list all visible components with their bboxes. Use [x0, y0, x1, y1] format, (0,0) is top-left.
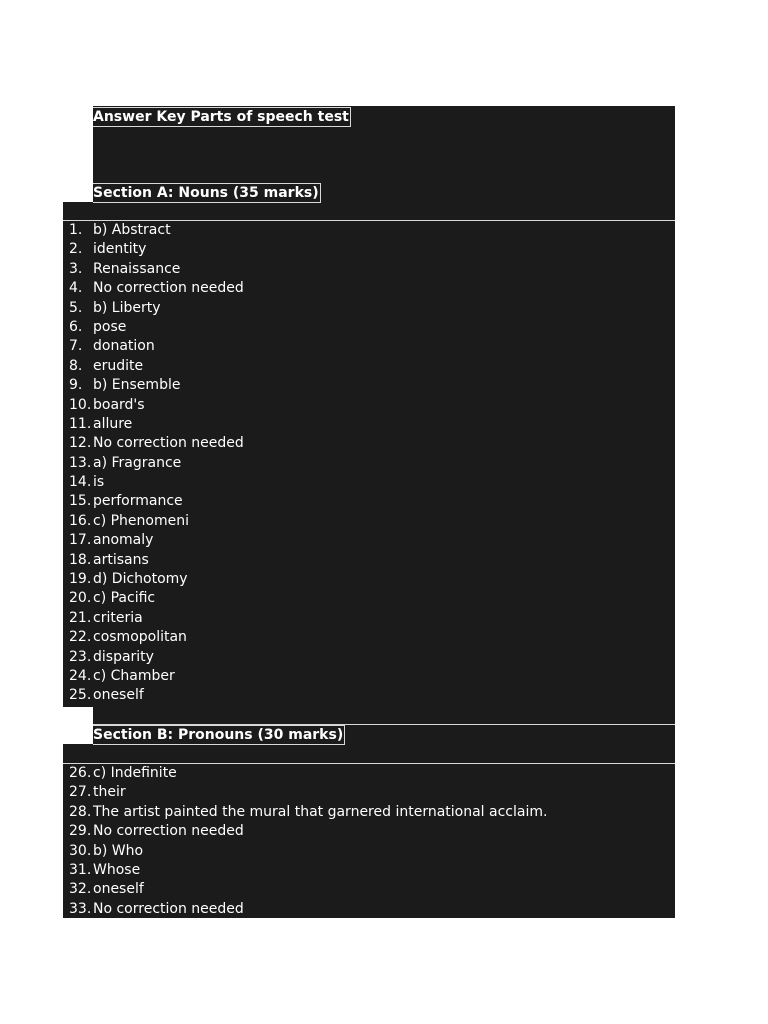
item-answer: pose	[93, 318, 127, 335]
item-answer: identity	[93, 241, 147, 258]
item-answer: b) Abstract	[93, 222, 171, 238]
item-answer: is	[93, 474, 105, 491]
item-number: 25.	[69, 687, 92, 704]
item-answer: Renaissance	[93, 260, 181, 277]
document-title: Answer Key Parts of speech test	[93, 109, 349, 125]
item-number: 4.	[69, 280, 83, 297]
item-number: 19.	[69, 571, 92, 588]
item-number: 21.	[69, 609, 92, 626]
item-answer: The artist painted the mural that garnered international acclaim.	[93, 803, 548, 820]
item-number: 20.	[69, 590, 92, 607]
item-answer: No correction needed	[93, 435, 244, 452]
item-answer: performance	[93, 493, 183, 510]
item-number: 27.	[69, 784, 92, 801]
item-number: 16.	[69, 512, 92, 529]
item-number: 11.	[69, 415, 92, 432]
item-number: 8.	[69, 357, 83, 374]
item-answer: allure	[93, 415, 133, 432]
item-answer: erudite	[93, 357, 144, 374]
item-answer: b) Ensemble	[93, 377, 181, 394]
section-a-heading: Section A: Nouns (35 marks)	[93, 185, 319, 201]
item-answer: c) Chamber	[93, 667, 175, 684]
item-number: 14.	[69, 474, 92, 491]
item-answer: c) Indefinite	[93, 765, 177, 781]
item-number: 33.	[69, 900, 92, 917]
item-number: 32.	[69, 881, 92, 898]
item-answer: their	[93, 784, 126, 801]
item-answer: disparity	[93, 648, 154, 665]
item-number: 18.	[69, 551, 92, 568]
item-number: 15.	[69, 493, 92, 510]
item-answer: b) Liberty	[93, 299, 161, 316]
item-answer: board's	[93, 396, 145, 413]
section-a-bar	[63, 202, 675, 221]
item-answer: anomaly	[93, 532, 154, 549]
item-answer: c) Phenomeni	[93, 512, 189, 529]
item-number: 6.	[69, 318, 83, 335]
item-answer: Whose	[93, 861, 141, 878]
item-number: 3.	[69, 260, 83, 277]
item-number: 10.	[69, 396, 92, 413]
item-number: 29.	[69, 823, 92, 840]
item-answer: oneself	[93, 881, 144, 898]
item-answer: No correction needed	[93, 280, 244, 297]
item-answer: cosmopolitan	[93, 629, 187, 646]
item-answer: No correction needed	[93, 900, 244, 917]
item-answer: criteria	[93, 609, 143, 626]
item-number: 24.	[69, 667, 92, 684]
item-answer: oneself	[93, 687, 144, 704]
item-answer: a) Fragrance	[93, 454, 182, 471]
item-number: 7.	[69, 338, 83, 355]
item-number: 12.	[69, 435, 92, 452]
item-number: 1.	[69, 222, 83, 238]
item-number: 31.	[69, 861, 92, 878]
item-number: 2.	[69, 241, 83, 258]
section-b-heading: Section B: Pronouns (30 marks)	[93, 727, 344, 743]
item-answer: d) Dichotomy	[93, 571, 188, 588]
item-number: 9.	[69, 377, 83, 394]
item-number: 23.	[69, 648, 92, 665]
item-answer: c) Pacific	[93, 590, 156, 607]
item-answer: donation	[93, 338, 155, 355]
item-answer: No correction needed	[93, 823, 244, 840]
item-number: 30.	[69, 842, 92, 859]
item-number: 5.	[69, 299, 83, 316]
item-number: 17.	[69, 532, 92, 549]
item-number: 13.	[69, 454, 92, 471]
item-number: 28.	[69, 803, 92, 820]
item-number: 26.	[69, 765, 92, 781]
section-b-bar	[63, 744, 675, 764]
item-answer: b) Who	[93, 842, 144, 859]
item-answer: artisans	[93, 551, 149, 568]
item-number: 22.	[69, 629, 92, 646]
